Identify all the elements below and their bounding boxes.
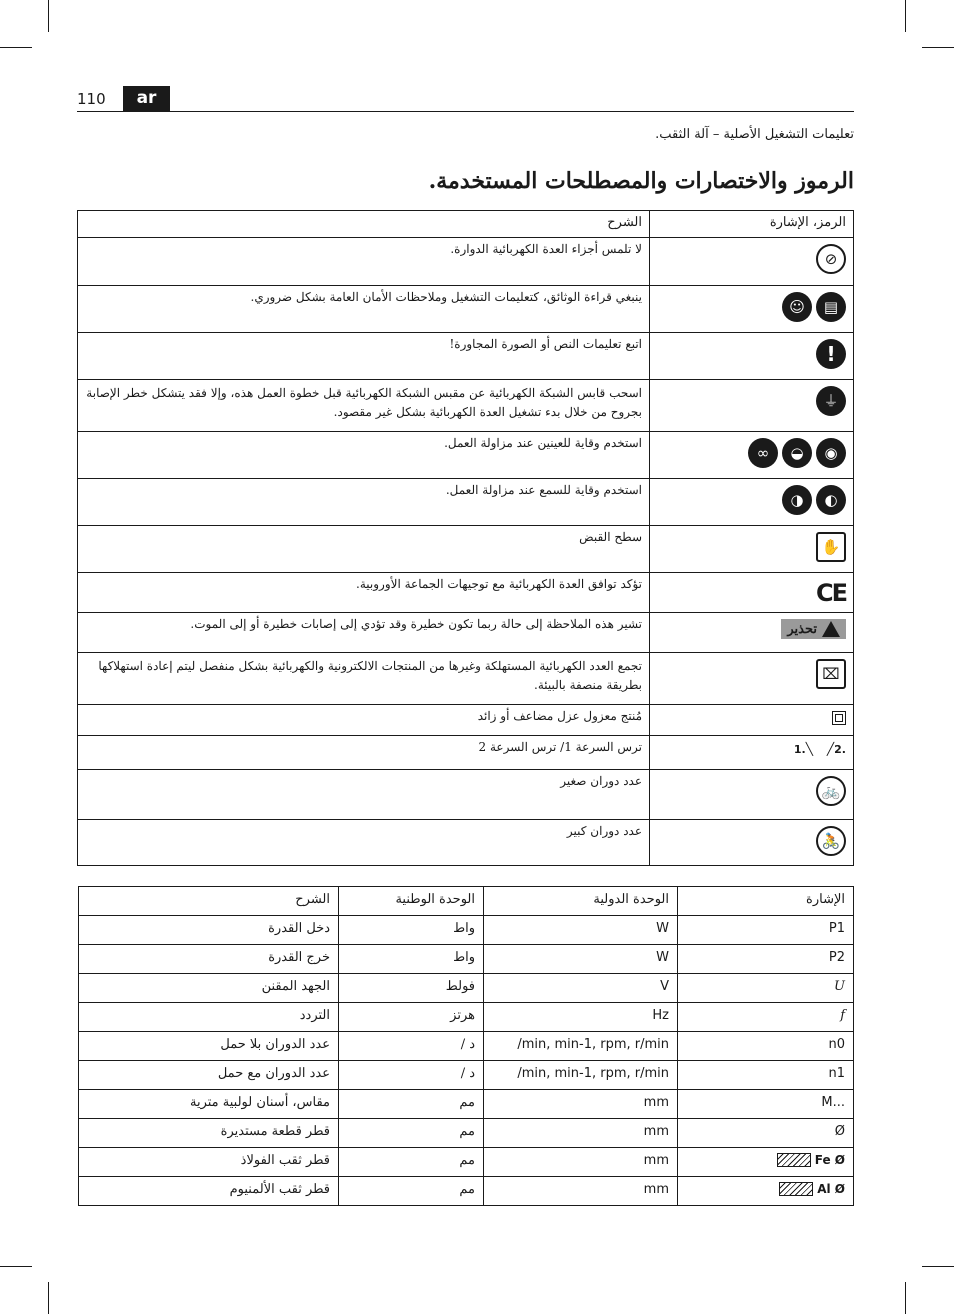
drill-bit-icon (777, 1153, 811, 1167)
steel-drill-icon: Fe Ø (777, 1153, 845, 1167)
table-row (78, 770, 854, 820)
unit-explanation: قطر ثقب الألمنيوم (79, 1177, 339, 1206)
table-row (78, 286, 854, 333)
section-title: الرموز والاختصارات والمصطلحات المستخدمة. (428, 168, 854, 194)
gear-1-icon: 1.╲ (793, 742, 813, 756)
header-intl-unit: الوحدة الدولية (484, 887, 678, 916)
table-row (78, 380, 854, 432)
symbols-table (77, 210, 854, 866)
unit-national: فولط (339, 974, 484, 1003)
unit-national: مم (339, 1148, 484, 1177)
drill-bit-icon (779, 1182, 813, 1196)
table-row (78, 573, 854, 613)
unit-explanation: عدد الدوران بلا حمل (79, 1032, 339, 1061)
table-row (79, 1003, 854, 1032)
goggles-icon: ∞ (748, 438, 778, 468)
header-explanation: الشرح (79, 887, 339, 916)
header-national-unit: الوحدة الوطنية (339, 887, 484, 916)
row-text: مُنتج معزول عزل مضاعف أو زائد (78, 705, 650, 736)
unit-explanation: مقاس، أسنان لولبية مترية (79, 1090, 339, 1119)
unit-explanation: عدد الدوران مع حمل (79, 1061, 339, 1090)
unit-explanation: التردد (79, 1003, 339, 1032)
table-row (78, 613, 854, 653)
unit-symbol: P2 (678, 945, 854, 974)
table-row (78, 820, 854, 866)
weee-bin-icon: ⌧ (816, 659, 846, 689)
row-text: عدد دوران صغير (78, 770, 650, 820)
ear-protection-icon: ◐ (816, 485, 846, 515)
exclamation-icon: ! (816, 339, 846, 369)
read-instructions-icon: ☺ (782, 292, 812, 322)
symbols-table-header (78, 211, 854, 238)
table-row (78, 653, 854, 705)
unit-symbol: Ø (678, 1119, 854, 1148)
table-row (79, 1061, 854, 1090)
unit-national: واط (339, 916, 484, 945)
row-text: ترس السرعة 1/ ترس السرعة 2 (78, 736, 650, 770)
unit-explanation: قطر قطعة مستديرة (79, 1119, 339, 1148)
unit-national: هرتز (339, 1003, 484, 1032)
crop-mark (922, 1266, 954, 1267)
unit-symbol: n0 (678, 1032, 854, 1061)
header-explanation: الشرح (78, 211, 650, 238)
crop-mark (48, 0, 49, 32)
unit-explanation: الجهد المقنن (79, 974, 339, 1003)
ce-mark-icon: CE (815, 579, 846, 607)
ear-muffs-icon: ◑ (782, 485, 812, 515)
table-row (79, 945, 854, 974)
face-shield-icon: ◒ (782, 438, 812, 468)
header-rule (77, 111, 854, 112)
grip-surface-icon: ✋ (816, 532, 846, 562)
header-sign: الإشارة (678, 887, 854, 916)
unit-intl: Hz (484, 1003, 678, 1032)
unit-symbol: U (678, 974, 854, 1003)
table-row (78, 479, 854, 526)
table-row (79, 974, 854, 1003)
unit-intl: W (484, 916, 678, 945)
unit-explanation: دخل القدرة (79, 916, 339, 945)
high-speed-bike-icon: 🚴 (816, 826, 846, 856)
table-row (79, 1148, 854, 1177)
unit-national: واط (339, 945, 484, 974)
row-text: اسحب قابس الشبكة الكهربائية عن مقبس الشبكة الكهربائية قبل خطوة العمل هذه، وإلا فقد يتشكل خطر الإصابة بجروح من خلال بدء تشغيل العدة الكهربائية بشكل غير مقصود. (78, 380, 650, 432)
eye-protection-icon: ◉ (816, 438, 846, 468)
document-subtitle: تعليمات التشغيل الأصلية – آلة الثقب. (655, 127, 854, 142)
unit-symbol: f (678, 1003, 854, 1032)
units-table-header (79, 887, 854, 916)
table-row (79, 1032, 854, 1061)
unit-explanation: خرج القدرة (79, 945, 339, 974)
aluminium-drill-icon: Al Ø (779, 1182, 845, 1196)
read-manual-icon: ▤ (816, 292, 846, 322)
no-touch-electrical-icon: ⊘ (816, 244, 846, 274)
row-text: عدد دوران كبير (78, 820, 650, 866)
table-row (79, 1119, 854, 1148)
double-insulation-icon (832, 711, 846, 725)
row-text: تؤكد توافق العدة الكهربائية مع توجيهات الجماعة الأوروبية. (78, 573, 650, 613)
row-text: تشير هذه الملاحظة إلى حالة ربما تكون خطيرة وقد تؤدي إلى إصابات خطيرة أو إلى الموت. (78, 613, 650, 653)
unit-intl: /min, min-1, rpm, r/min (484, 1061, 678, 1090)
crop-mark (922, 47, 954, 48)
unit-symbol: n1 (678, 1061, 854, 1090)
table-row (78, 432, 854, 479)
warning-badge-label: تحذير (787, 621, 817, 637)
header-symbol: الرمز، الإشارة (650, 211, 854, 238)
unit-national: د / (339, 1061, 484, 1090)
crop-mark (0, 47, 32, 48)
table-row (78, 238, 854, 286)
unplug-icon: ⏚ (816, 386, 846, 416)
page-number: 110 (77, 90, 106, 108)
row-text: لا تلمس أجزاء العدة الكهربائية الدوارة. (78, 238, 650, 286)
unit-intl: mm (484, 1090, 678, 1119)
table-row (78, 736, 854, 770)
table-row (79, 1177, 854, 1206)
table-row (78, 526, 854, 573)
units-table (78, 886, 854, 1206)
warning-badge-icon (781, 619, 846, 639)
row-text: استخدم وقاية للسمع عند مزاولة العمل. (78, 479, 650, 526)
row-text: اتبع تعليمات النص أو الصورة المجاورة! (78, 333, 650, 380)
unit-intl: mm (484, 1148, 678, 1177)
table-row (78, 705, 854, 736)
unit-symbol: P1 (678, 916, 854, 945)
unit-intl: V (484, 974, 678, 1003)
unit-intl: /min, min-1, rpm, r/min (484, 1032, 678, 1061)
unit-national: د / (339, 1032, 484, 1061)
unit-intl: mm (484, 1119, 678, 1148)
row-text: سطح القبض (78, 526, 650, 573)
row-text: تجمع العدد الكهربائية المستهلكة وغيرها من المنتجات الالكترونية والكهربائية بشكل منفصل ليتم إعادة استهلاكها بطريقة منصفة بالبيئة. (78, 653, 650, 705)
gear-2-icon: ╱2. (826, 742, 846, 756)
unit-symbol: M... (678, 1090, 854, 1119)
unit-national: مم (339, 1090, 484, 1119)
crop-mark (48, 1282, 49, 1314)
table-row (79, 916, 854, 945)
unit-national: مم (339, 1177, 484, 1206)
crop-mark (0, 1266, 32, 1267)
crop-mark (905, 0, 906, 32)
unit-intl: W (484, 945, 678, 974)
row-text: ينبغي قراءة الوثائق، كتعليمات التشغيل وملاحظات الأمان العامة بشكل ضروري. (78, 286, 650, 333)
crop-mark (905, 1282, 906, 1314)
row-text: استخدم وقاية للعينين عند مزاولة العمل. (78, 432, 650, 479)
language-badge: ar (123, 86, 170, 112)
warning-triangle-icon (822, 621, 840, 637)
table-row (79, 1090, 854, 1119)
unit-national: مم (339, 1119, 484, 1148)
low-speed-bike-icon: 🚲 (816, 776, 846, 806)
unit-intl: mm (484, 1177, 678, 1206)
unit-explanation: قطر ثقب الفولاذ (79, 1148, 339, 1177)
table-row (78, 333, 854, 380)
